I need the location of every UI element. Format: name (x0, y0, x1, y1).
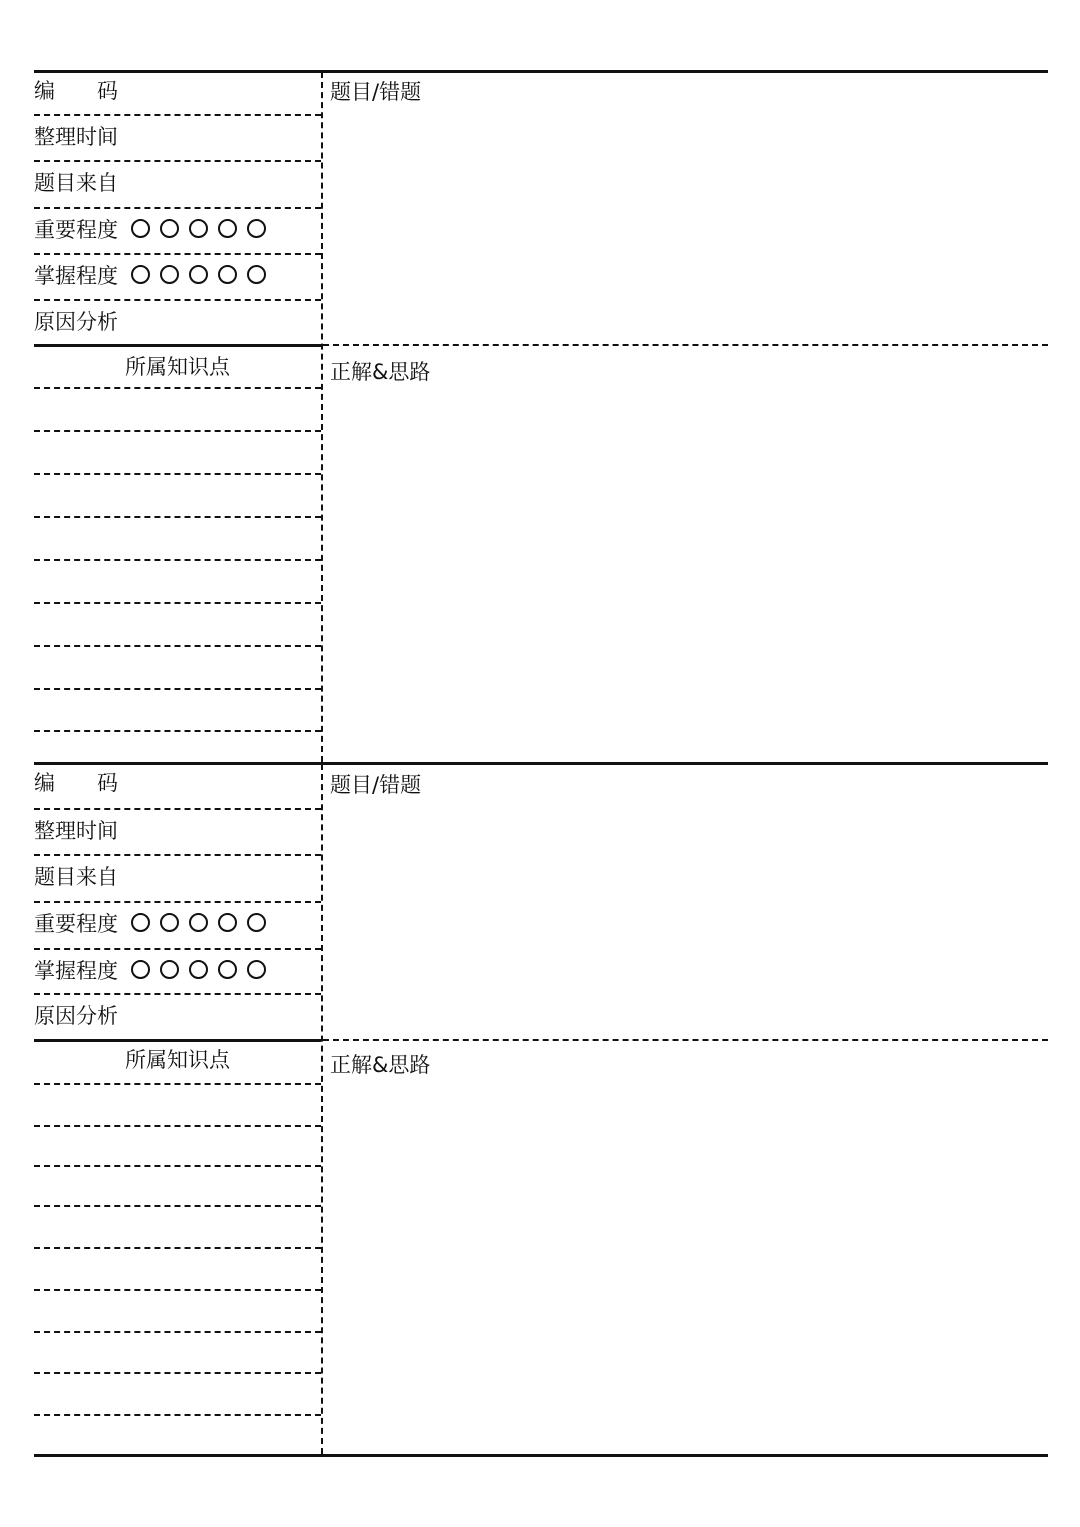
knowledge-line[interactable] (34, 1083, 321, 1085)
knowledge-line[interactable] (34, 516, 321, 518)
solution-label: 正解&思路 (330, 360, 431, 384)
knowledge-line[interactable] (34, 730, 321, 732)
knowledge-line[interactable] (34, 1247, 321, 1249)
knowledge-line[interactable] (34, 645, 321, 647)
knowledge-line[interactable] (34, 1125, 321, 1127)
rating-circle[interactable] (218, 913, 237, 932)
mastery-label: 掌握程度 (34, 264, 118, 288)
knowledge-line[interactable] (34, 1331, 321, 1333)
source-row[interactable] (34, 856, 321, 903)
rating-circle[interactable] (247, 265, 266, 284)
rating-circle[interactable] (160, 265, 179, 284)
knowledge-line[interactable] (34, 1289, 321, 1291)
time-row[interactable] (34, 116, 321, 162)
column-divider (321, 764, 323, 1454)
source-row[interactable] (34, 162, 321, 209)
reason-label: 原因分析 (34, 1004, 118, 1028)
rating-circle[interactable] (160, 219, 179, 238)
rating-circle[interactable] (218, 265, 237, 284)
knowledge-line[interactable] (34, 430, 321, 432)
time-row[interactable] (34, 810, 321, 856)
mastery-rating (131, 265, 266, 284)
source-label: 题目来自 (34, 171, 118, 195)
question-label: 题目/错题 (330, 773, 422, 797)
knowledge-line[interactable] (34, 1414, 321, 1416)
source-label: 题目来自 (34, 865, 118, 889)
reason-row[interactable] (34, 301, 321, 347)
importance-label: 重要程度 (34, 218, 118, 242)
rating-circle[interactable] (247, 219, 266, 238)
importance-row (34, 903, 321, 950)
knowledge-line[interactable] (34, 473, 321, 475)
info-column (34, 762, 321, 1454)
rating-circle[interactable] (189, 219, 208, 238)
mastery-row (34, 950, 321, 995)
importance-label: 重要程度 (34, 912, 118, 936)
question-solution-divider (323, 344, 1048, 346)
knowledge-point-title: 所属知识点 (125, 1048, 230, 1072)
solution-label: 正解&思路 (330, 1053, 431, 1077)
error-card-2 (34, 762, 1048, 1454)
rating-circle[interactable] (160, 960, 179, 979)
card-bottom-rule (34, 1454, 1048, 1457)
knowledge-line[interactable] (34, 688, 321, 690)
rating-circle[interactable] (189, 960, 208, 979)
rating-circle[interactable] (189, 265, 208, 284)
rating-circle[interactable] (131, 913, 150, 932)
code-label: 编 码 (34, 79, 118, 103)
knowledge-point-title: 所属知识点 (125, 355, 230, 379)
knowledge-line[interactable] (34, 1205, 321, 1207)
rating-circle[interactable] (218, 219, 237, 238)
code-row[interactable] (34, 70, 321, 116)
rating-circle[interactable] (131, 265, 150, 284)
time-label: 整理时间 (34, 819, 118, 843)
rating-circle[interactable] (218, 960, 237, 979)
knowledge-line[interactable] (34, 1165, 321, 1167)
rating-circle[interactable] (131, 219, 150, 238)
rating-circle[interactable] (160, 913, 179, 932)
knowledge-line[interactable] (34, 602, 321, 604)
column-divider (321, 72, 323, 762)
knowledge-line[interactable] (34, 387, 321, 389)
knowledge-line[interactable] (34, 1372, 321, 1374)
rating-circle[interactable] (247, 960, 266, 979)
code-row[interactable] (34, 762, 321, 810)
question-label: 题目/错题 (330, 80, 422, 104)
code-label: 编 码 (34, 771, 118, 795)
importance-rating (131, 219, 266, 238)
mastery-label: 掌握程度 (34, 959, 118, 983)
rating-circle[interactable] (131, 960, 150, 979)
time-label: 整理时间 (34, 125, 118, 149)
error-card-1 (34, 70, 1048, 762)
question-solution-divider (323, 1039, 1048, 1041)
reason-label: 原因分析 (34, 310, 118, 334)
info-column (34, 70, 321, 762)
knowledge-line[interactable] (34, 559, 321, 561)
rating-circle[interactable] (247, 913, 266, 932)
reason-row[interactable] (34, 995, 321, 1042)
rating-circle[interactable] (189, 913, 208, 932)
importance-row (34, 209, 321, 255)
mastery-row (34, 255, 321, 301)
importance-rating (131, 913, 266, 932)
mastery-rating (131, 960, 266, 979)
